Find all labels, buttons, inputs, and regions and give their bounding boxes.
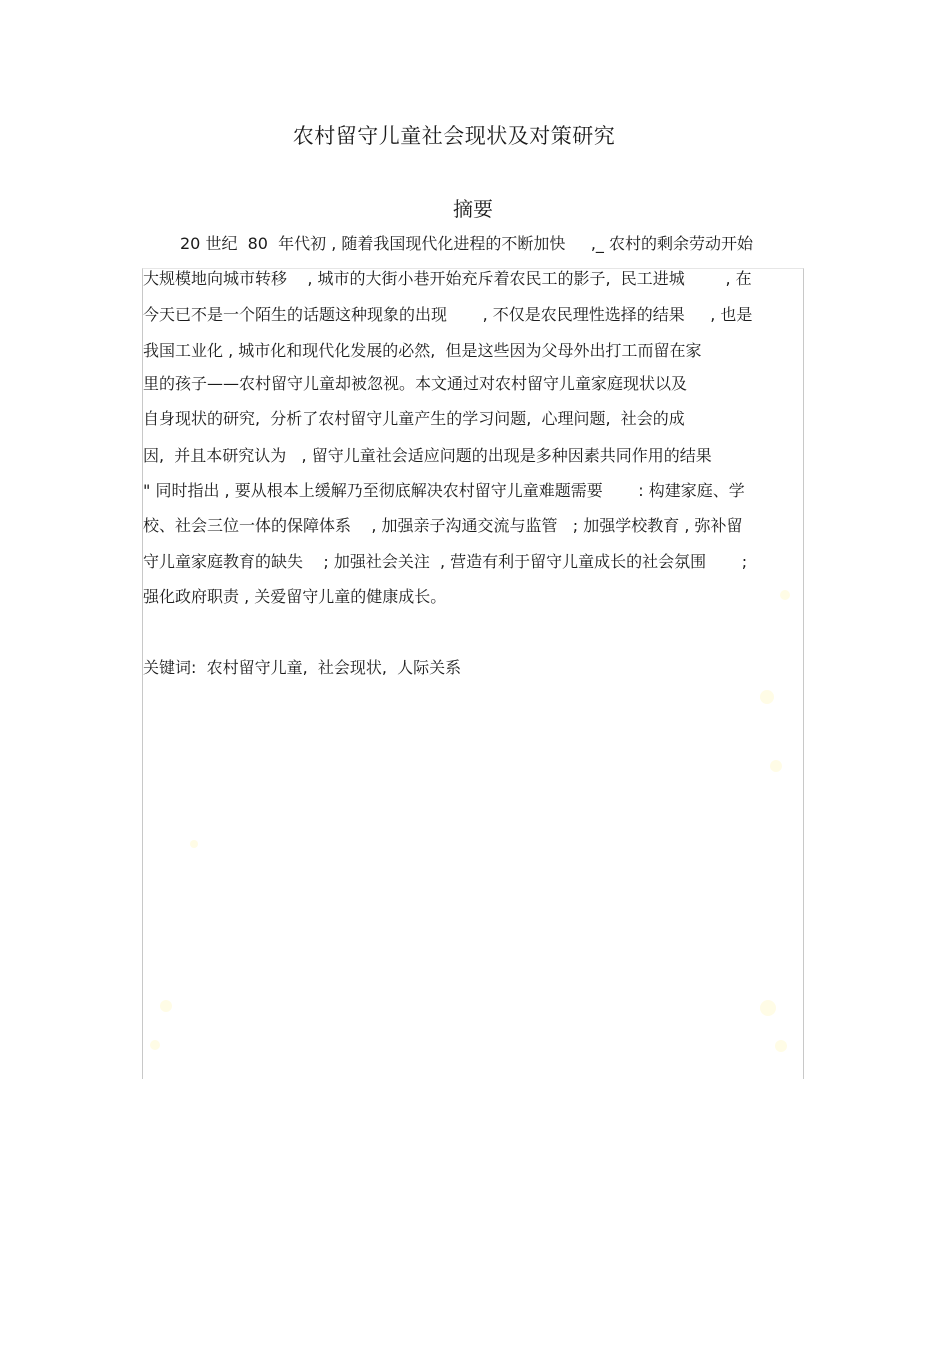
scan-speck	[760, 1000, 776, 1016]
abstract-line: 今天已不是一个陌生的话题这种现象的出现 , 不仅是农民理性选择的结果 , 也是	[143, 305, 753, 324]
abstract-line: " 同时指出 , 要从根本上缓解乃至彻底解决农村留守儿童难题需要 : 构建家庭、学	[143, 481, 745, 500]
abstract-line: 里的孩子——农村留守儿童却被忽视。本文通过对农村留守儿童家庭现状以及	[143, 374, 688, 393]
scan-speck	[190, 840, 198, 848]
abstract-line: 守儿童家庭教育的缺失 ; 加强社会关注 , 营造有利于留守儿童成长的社会氛围 ;	[143, 552, 748, 571]
abstract-line: 校、社会三位一体的保障体系 , 加强亲子沟通交流与监管 ; 加强学校教育 , 弥补留	[143, 516, 743, 535]
scan-speck	[160, 1000, 172, 1012]
scan-speck	[760, 690, 774, 704]
keywords-line: 关键词: 农村留守儿童, 社会现状, 人际关系	[143, 658, 462, 677]
abstract-heading: 摘要	[453, 197, 493, 221]
abstract-line: 强化政府职责 , 关爱留守儿童的健康成长。	[143, 587, 447, 606]
scan-speck	[150, 1040, 160, 1050]
scan-speck	[770, 760, 782, 772]
document-title: 农村留守儿童社会现状及对策研究	[292, 124, 616, 148]
abstract-line: 20 世纪 80 年代初 , 随着我国现代化进程的不断加快 ,_ 农村的剩余劳动开始	[180, 234, 754, 253]
abstract-line: 自身现状的研究, 分析了农村留守儿童产生的学习问题, 心理问题, 社会的成	[143, 409, 685, 428]
abstract-line: 因, 并且本研究认为 , 留守儿童社会适应问题的出现是多种因素共同作用的结果	[143, 446, 712, 465]
abstract-line: 我国工业化 , 城市化和现代化发展的必然, 但是这些因为父母外出打工而留在家	[143, 341, 702, 360]
scan-speck	[775, 1040, 787, 1052]
abstract-line: 大规模地向城市转移 , 城市的大街小巷开始充斥着农民工的影子, 民工进城 , 在	[143, 269, 752, 288]
